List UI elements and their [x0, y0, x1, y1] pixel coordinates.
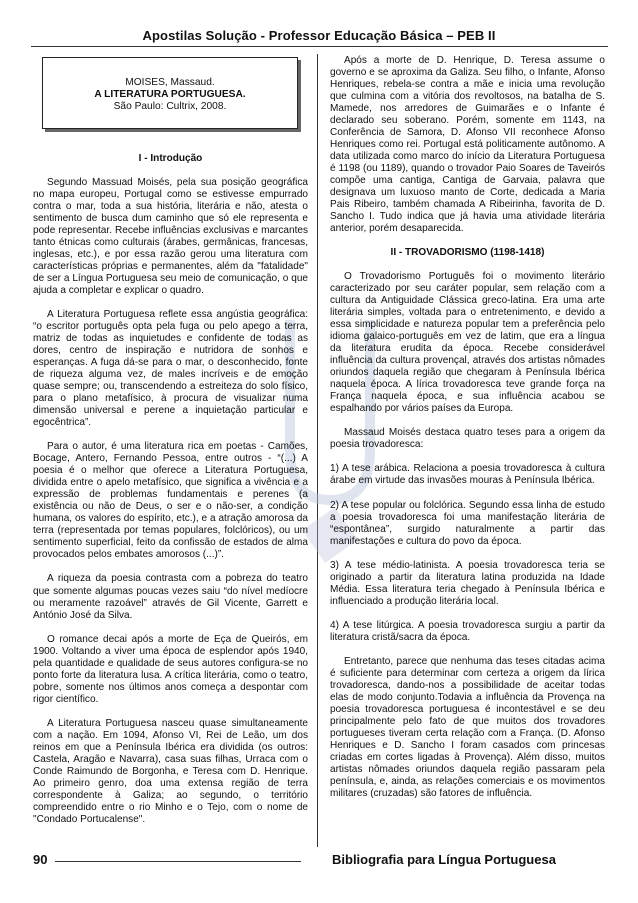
paragraph: Segundo Massuad Moisés, pela sua posição geográfica no mapa europeu, Portugal como se estivesse empurrado contra o mar, toda a sua história, literária e não, atesta o sentimento de busca dum caminho que só ele representa e pode representar. Recebe influências exclusivas e marcantes tanto étnicas como culturais (árabes, germânicas, francesas, inglesas, etc.), e por essa razão gerou uma literatura com características próprias e permanentes, além da "fatalidade" de ser a Língua Portuguesa seu meio de comunicação, o que ajuda a completar e explicar o quadro. — [33, 177, 308, 297]
reference-publisher: São Paulo: Cultrix, 2008. — [113, 101, 227, 112]
paragraph: Para o autor, é uma literatura rica em poetas - Camões, Bocage, Antero, Fernando Pessoa, entre outros - “(...) A poesia é o melhor que oferece a Literatura Portuguesa, dividida entre o apelo metafísico, que significa a vivência e a expressão de problemas fundamentais e perenes (a existência ou não de Deus, o ser e o não-ser, a condição humana, os valores do espírito, etc.), e a atração amorosa da terra (representada por temas populares, folclóricos), ou um sentimento superficial, feito da confissão de estados de alma provocados pelos embates amorosos (...)”. — [33, 441, 308, 561]
page-number: 90 — [33, 852, 48, 867]
thesis-item: 4) A tese litúrgica. A poesia trovadoresca surgiu a partir da literatura cristã/sacra da época. — [330, 619, 605, 643]
section-title-introducao: I - Introdução — [138, 153, 203, 164]
paragraph: A Literatura Portuguesa reflete essa angústia geográfica: “o escritor português opta pela fuga ou pelo apego a terra, matriz de todas as inquietudes e confidente de todas as dores, centro de inspiração e nutridora de sonhos e esperanças. A fuga dá-se para o mar, o desconhecido, fonte de riqueza alguma vez, de males incríveis e de emoção quase sempre; ou, transcendendo a estreiteza do solo físico, para o plano metafísico, à procura de visualizar numa dimensão universal e perene a inquietação particular e egocêntrica”. — [33, 309, 308, 429]
thesis-item: 3) A tese médio-latinista. A poesia trovadoresca teria se originado a partir da literatura latina produzida na Idade Média. Essa literatura teria chegado à Península Ibérica e influenciado a produção literária local. — [330, 559, 605, 607]
header-rule — [31, 46, 608, 47]
paragraph: O romance decai após a morte de Eça de Queirós, em 1900. Voltando a viver uma época de esplendor após 1940, pela quantidade e qualidade de seus autores configura-se no ponto forte da literatura lusa. A crítica literária, como o teatro, pobre, somente nos últimos anos começa a despontar com rigor científico. — [33, 633, 308, 705]
paragraph: Entretanto, parece que nenhuma das teses citadas acima é suficiente para determinar com certeza a origem da lírica trovadoresca, dando-nos a possibilidade de aceitar todas elas de modo conjunto.Todavia a influência da Provença na poesia trovadoresca portuguesa é incontestável e se deu principalmente pelo fato de que muitos dos trovadores portugueses tiveram certa relação com a França. (D. Afonso Henriques e D. Sancho I foram casados com princesas criadas em cortes ligadas à Provença). Além disso, muitos artistas nômades oriundos daquela região passaram pela península, e, ainda, as relações comerciais e os movimentos militares (cruzadas) são fatores de influência. — [330, 655, 605, 799]
paragraph: Após a morte de D. Henrique, D. Teresa assume o governo e se aproxima da Galiza. Seu filho, o Infante, Afonso Henriques, rebela-se contra a mãe e inicia uma revolução que culmina com a vitória dos revoltosos, na batalha de S. Mamede, nos arredores de Guimarães e o Infante é declarado seu soberano. Porém, somente em 1143, na Conferência de Samora, D. Afonso VII reconhece Afonso Henriques como rei. Portugal está politicamente autônomo. A data utilizada como marco do início da Literatura Portuguesa é 1198 (ou 1189), quando o trovador Paio Soares de Taveirós compõe uma cantiga, Cantiga de Garvaia, palavra que designava um luxuoso manto de Corte, dedicada a Maria Pais Ribeiro, também chamada A Ribeirinha, favorita de D. Sancho I. Tudo indica que já havia uma atividade literária anterior, porém desaparecida. — [330, 55, 605, 235]
reference-title: A LITERATURA PORTUGUESA. — [94, 89, 246, 100]
thesis-item: 1) A tese arábica. Relaciona a poesia trovadoresca à cultura árabe em virtude das invasões mouras à Península Ibérica. — [330, 463, 605, 487]
running-header: Apostilas Solução - Professor Educação Básica – PEB II — [142, 28, 496, 43]
paragraph: O Trovadorismo Português foi o movimento literário caracterizado por seu caráter popular, sem relação com a cultura da Antiguidade Clássica greco-latina. Era uma arte literária simples, voltada para o entretenimento, e devido a essa simplicidade e natureza popular tem a preferência pelo idioma galaico-português em vez de latim, que era a língua da literatura erudita da época. Recebe considerável influência da cultura provençal, através dos artistas nômades oriundos daquela região que chegaram à Península Ibérica naquela época. A lírica trovadoresca teve grande força na França naquela época, e sua influência acabou se espalhando por vários países da Europa. — [330, 271, 605, 415]
column-divider — [317, 54, 318, 847]
left-column — [33, 54, 308, 846]
paragraph: A riqueza da poesia contrasta com a pobreza do teatro que somente algumas poucas vezes saiu “do nível medíocre ou meramente razoável” através de Gil Vicente, Garrett e António José da Silva. — [33, 573, 308, 621]
right-column — [330, 55, 605, 847]
section-title-trovadorismo: II - TROVADORISMO (1198-1418) — [390, 247, 545, 259]
reference-box — [42, 57, 298, 129]
paragraph: A Literatura Portuguesa nasceu quase simultaneamente com a nação. Em 1094, Afonso VI, Rei de Leão, um dos reinos em que a Península Ibérica era dividida (os outros: Castela, Aragão e Navarra), casa suas filhas, Urraca com o Conde Raimundo de Borgonha, e Teresa com D. Henrique. Ao primeiro genro, doa uma extensa região de terra correspondente à Galiza; ao segundo, o território compreendido entre o rio Minho e o Tejo, com o nome de "Condado Portucalense". — [33, 717, 308, 825]
paragraph: Massaud Moisés destaca quatro teses para a origem da poesia trovadoresca: — [330, 427, 605, 451]
reference-author: MOISES, Massaud. — [125, 77, 215, 88]
footer-rule — [55, 861, 301, 862]
thesis-item: 2) A tese popular ou folclórica. Segundo essa linha de estudo a poesia trovadoresca foi uma manifestação literária de “espontânea”, surgido naturalmente a partir das manifestações e cultura do povo da época. — [330, 499, 605, 547]
footer-title: Bibliografia para Língua Portuguesa — [332, 852, 556, 867]
